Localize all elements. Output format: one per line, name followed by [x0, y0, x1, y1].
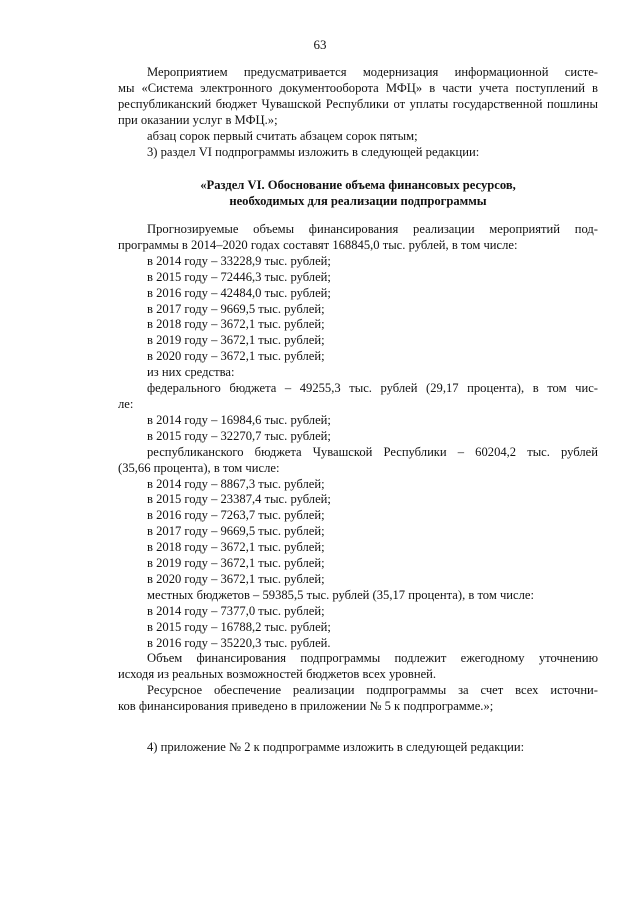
total-years-list [118, 254, 598, 365]
year-amount-item: в 2016 году – 7263,7 тыс. рублей; [147, 508, 325, 523]
federal-years-list [118, 413, 598, 445]
year-amount-item: в 2018 году – 3672,1 тыс. рублей; [147, 540, 325, 555]
final-paragraph: 4) приложение № 2 к подпрограмме изложить в следующей редакции: [147, 740, 525, 754]
of-them-label: из них средства: [147, 365, 235, 380]
page-number: 63 [313, 37, 327, 52]
total-line-1: Прогнозируемые объемы финансирования реализации мероприятий под- [147, 222, 598, 236]
federal-line-2: ле: [118, 396, 134, 411]
intro-paragraph-1-line-1: Мероприятием предусматривается модернизация информационной систе- [147, 65, 598, 79]
clarify-line-2: исходя из реальных возможностей бюджетов всех уровней. [118, 667, 437, 682]
federal-line-1: федерального бюджета – 49255,3 тыс. рублей (29,17 процента), в том чис- [147, 381, 598, 396]
local-line: местных бюджетов – 59385,5 тыс. рублей (35,17 процента), в том числе: [147, 587, 535, 602]
final-block [118, 740, 598, 756]
total-line-2: программы в 2014–2020 годах составят 168845,0 тыс. рублей, в том числе: [118, 237, 518, 252]
year-amount-item: в 2014 году – 33228,9 тыс. рублей; [147, 253, 331, 268]
republic-years-list [118, 477, 598, 588]
year-amount-item: в 2015 году – 23387,4 тыс. рублей; [147, 492, 331, 507]
year-amount-item: в 2014 году – 7377,0 тыс. рублей; [147, 603, 325, 618]
intro-paragraph-2: абзац сорок первый считать абзацем сорок пятым; [147, 128, 418, 143]
republic-line-1: республиканского бюджета Чувашской Республики – 60204,2 тыс. рублей [147, 444, 598, 459]
intro-block [118, 65, 598, 160]
section-heading-line-2: необходимых для реализации подпрограммы [229, 194, 487, 208]
republic-line-2: (35,66 процента), в том числе: [118, 460, 280, 475]
resource-line-1: Ресурсное обеспечение реализации подпрограммы за счет всех источни- [147, 683, 598, 698]
year-amount-item: в 2017 году – 9669,5 тыс. рублей; [147, 524, 325, 539]
year-amount-item: в 2015 году – 16788,2 тыс. рублей; [147, 619, 331, 634]
year-amount-item: в 2018 году – 3672,1 тыс. рублей; [147, 317, 325, 332]
year-amount-item: в 2020 году – 3672,1 тыс. рублей; [147, 571, 325, 586]
year-amount-item: в 2019 году – 3672,1 тыс. рублей; [147, 556, 325, 571]
year-amount-item: в 2016 году – 42484,0 тыс. рублей; [147, 285, 331, 300]
intro-paragraph-1-rest: мы «Система электронного документооборота МФЦ» в части учета поступлений в республиканский бюджет Чувашской Республики от уплаты государственной пошлины при оказании услуг в МФЦ.»; [118, 80, 598, 127]
clarify-line-1: Объем финансирования подпрограммы подлежит ежегодному уточнению [147, 651, 598, 666]
intro-paragraph-3: 3) раздел VI подпрограммы изложить в следующей редакции: [147, 144, 480, 159]
year-amount-item: в 2014 году – 8867,3 тыс. рублей; [147, 476, 325, 491]
year-amount-item: в 2015 году – 32270,7 тыс. рублей; [147, 428, 331, 443]
section-body [118, 222, 598, 715]
year-amount-item: в 2015 году – 72446,3 тыс. рублей; [147, 269, 331, 284]
year-amount-item: в 2017 году – 9669,5 тыс. рублей; [147, 301, 325, 316]
year-amount-item: в 2020 году – 3672,1 тыс. рублей; [147, 349, 325, 364]
section-heading [118, 177, 598, 209]
year-amount-item: в 2014 году – 16984,6 тыс. рублей; [147, 412, 331, 427]
section-heading-line-1: «Раздел VI. Обоснование объема финансовых ресурсов, [200, 178, 516, 192]
resource-line-2: ков финансирования приведено в приложении № 5 к подпрограмме.»; [118, 699, 494, 714]
local-years-list [118, 604, 598, 652]
year-amount-item: в 2016 году – 35220,3 тыс. рублей. [147, 635, 331, 650]
year-amount-item: в 2019 году – 3672,1 тыс. рублей; [147, 333, 325, 348]
